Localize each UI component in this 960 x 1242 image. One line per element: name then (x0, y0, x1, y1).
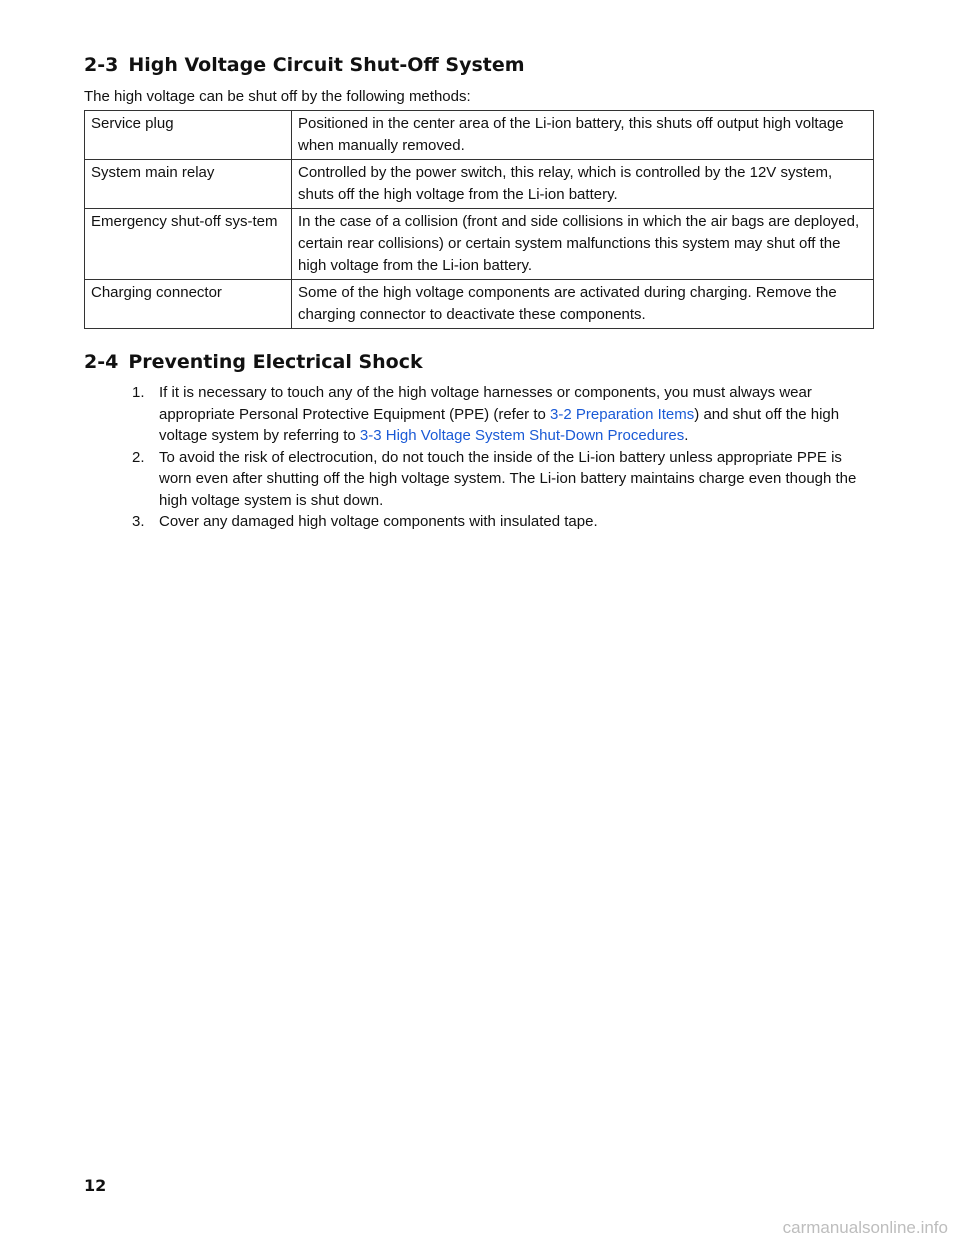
method-cell: Emergency shut-off sys-tem (85, 209, 292, 280)
method-cell: Charging connector (85, 280, 292, 329)
step-number: 1. (132, 384, 145, 401)
watermark: carmanualsonline.info (782, 1218, 948, 1237)
step-text: ) and shut off the high voltage system by referring to (159, 405, 840, 444)
step-number: 3. (132, 513, 145, 530)
step-text: . (684, 427, 689, 444)
description-cell: Some of the high voltage components are activated during charging. Remove the charging connector to deactivate these components. (292, 280, 874, 329)
step-text: Cover any damaged high voltage components with insulated tape. (159, 513, 598, 530)
section-title: Preventing Electrical Shock (128, 351, 423, 373)
method-cell: System main relay (85, 160, 292, 209)
table-row (85, 111, 874, 160)
list-item (84, 511, 874, 533)
step-number: 2. (132, 448, 145, 466)
table-row (85, 280, 874, 329)
preparation-items-link[interactable]: 3-2 Preparation Items (550, 405, 695, 423)
section-title: High Voltage Circuit Shut-Off System (128, 54, 525, 76)
step-text: If it is necessary to touch any of the high voltage harnesses or components, you must always wear appropriate Personal Protective Equipment (PPE) (refer to (159, 384, 812, 423)
list-item (84, 382, 874, 447)
description-cell: Positioned in the center area of the Li-ion battery, this shuts off output high voltage when manually removed. (292, 111, 874, 160)
list-item (84, 447, 874, 512)
steps-list (84, 382, 874, 533)
table-row (85, 160, 874, 209)
table-row (85, 209, 874, 280)
section-intro: The high voltage can be shut off by the following methods: (84, 88, 471, 105)
section-number: 2-3 (84, 54, 119, 76)
shut-off-methods-table (84, 110, 874, 329)
step-text: To avoid the risk of electrocution, do not touch the inside of the Li-ion battery unless appropriate PPE is worn even after shutting off the high voltage system. The Li-ion battery maintains charge even though the high voltage system is shut down. (159, 448, 857, 509)
shut-down-procedures-link[interactable]: 3-3 High Voltage System Shut-Down Procedures (359, 427, 685, 444)
section-heading-2-4 (84, 351, 423, 373)
description-cell: In the case of a collision (front and side collisions in which the air bags are deployed, certain rear collisions) or certain system malfunctions this system may shut off the high voltage from the Li-ion battery. (292, 209, 874, 280)
section-heading-2-3 (84, 54, 525, 76)
section-number: 2-4 (84, 351, 119, 373)
page-number: 12 (84, 1176, 107, 1195)
description-cell: Controlled by the power switch, this relay, which is controlled by the 12V system, shuts off the high voltage from the Li-ion battery. (292, 160, 874, 209)
method-cell: Service plug (85, 111, 292, 160)
